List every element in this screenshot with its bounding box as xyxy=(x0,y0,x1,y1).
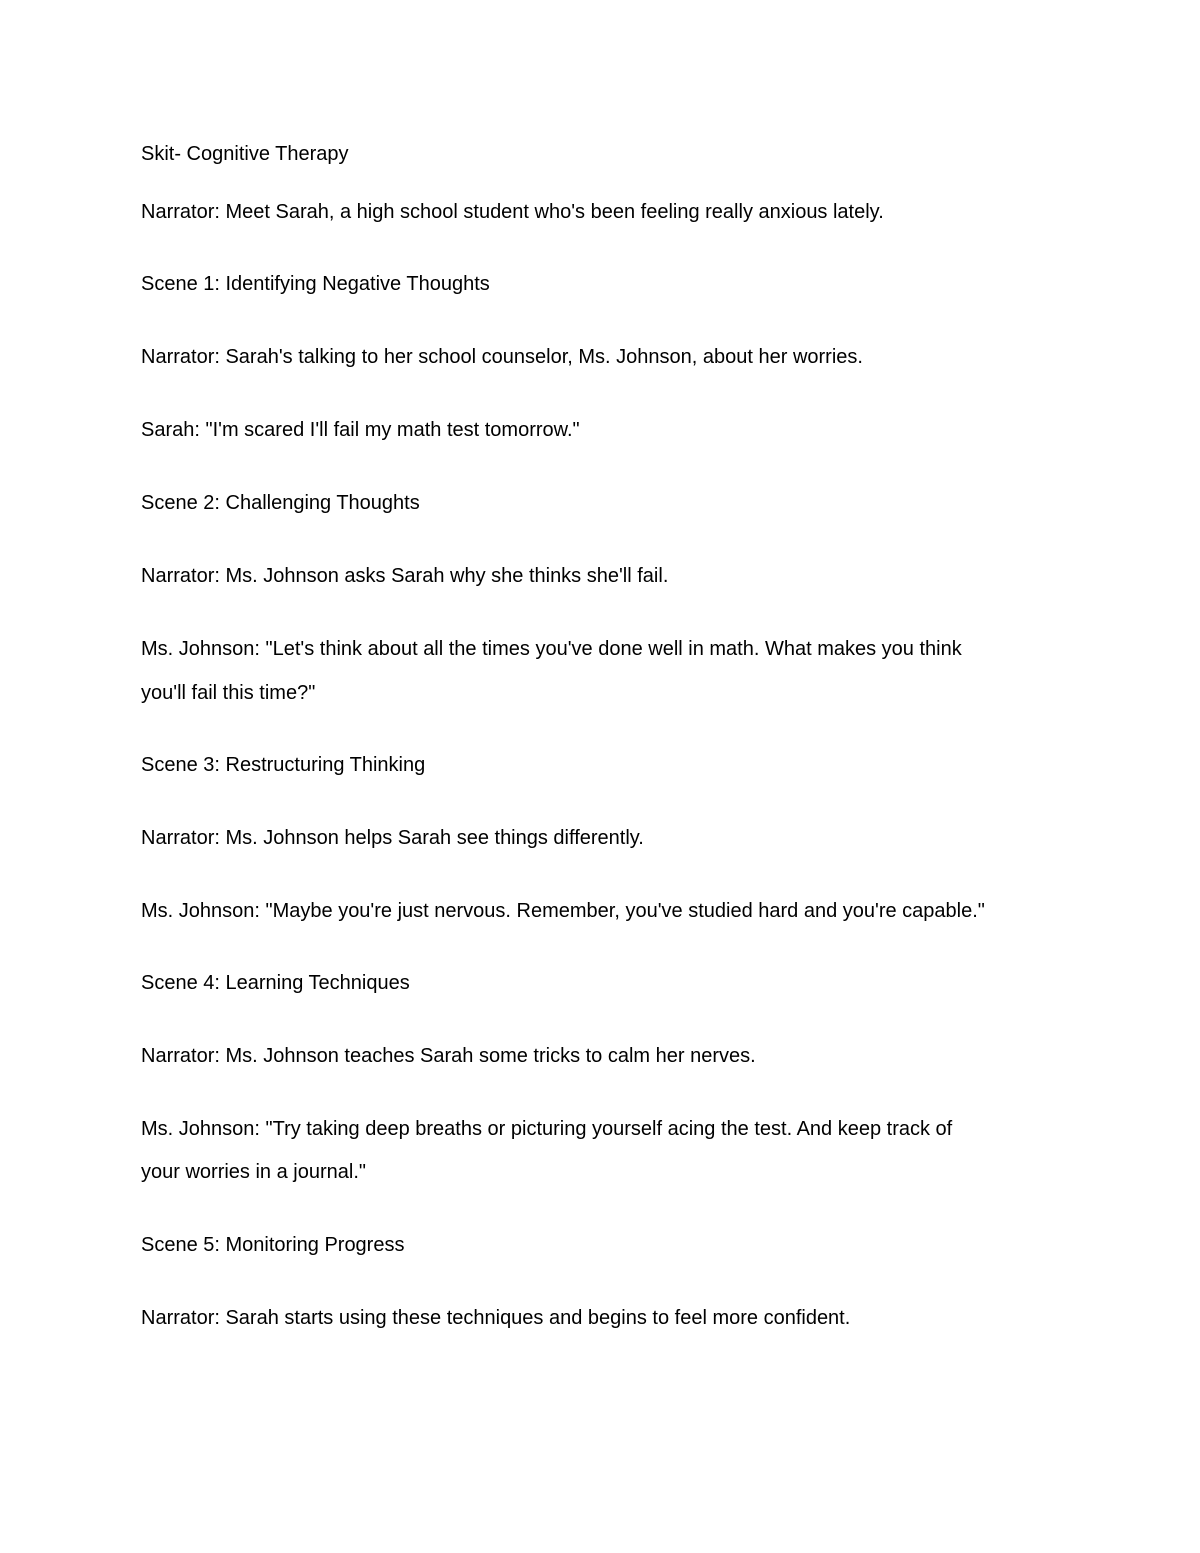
scene-3-heading: Scene 3: Restructuring Thinking xyxy=(141,754,426,776)
scene-4-johnson-line-2: your worries in a journal." xyxy=(141,1161,366,1183)
scene-2-johnson-line-1: Ms. Johnson: "Let's think about all the times you've done well in math. What makes you think xyxy=(141,638,962,660)
scene-2-johnson-line-2: you'll fail this time?" xyxy=(141,682,316,704)
document-title: Skit- Cognitive Therapy xyxy=(141,143,349,165)
scene-1-sarah-line: Sarah: "I'm scared I'll fail my math test tomorrow." xyxy=(141,419,580,441)
narrator-intro: Narrator: Meet Sarah, a high school student who's been feeling really anxious lately. xyxy=(141,201,884,223)
scene-2-heading: Scene 2: Challenging Thoughts xyxy=(141,492,420,514)
scene-4-heading: Scene 4: Learning Techniques xyxy=(141,972,410,994)
scene-5-heading: Scene 5: Monitoring Progress xyxy=(141,1234,405,1256)
scene-5-narrator: Narrator: Sarah starts using these techniques and begins to feel more confident. xyxy=(141,1307,851,1329)
scene-1-narrator: Narrator: Sarah's talking to her school counselor, Ms. Johnson, about her worries. xyxy=(141,346,863,368)
scene-2-narrator: Narrator: Ms. Johnson asks Sarah why she thinks she'll fail. xyxy=(141,565,669,587)
scene-3-narrator: Narrator: Ms. Johnson helps Sarah see things differently. xyxy=(141,827,644,849)
scene-1-heading: Scene 1: Identifying Negative Thoughts xyxy=(141,273,490,295)
scene-3-johnson-line: Ms. Johnson: "Maybe you're just nervous. Remember, you've studied hard and you're capable." xyxy=(141,900,985,922)
scene-4-narrator: Narrator: Ms. Johnson teaches Sarah some tricks to calm her nerves. xyxy=(141,1045,756,1067)
scene-4-johnson-line-1: Ms. Johnson: "Try taking deep breaths or picturing yourself acing the test. And keep track of xyxy=(141,1118,953,1140)
